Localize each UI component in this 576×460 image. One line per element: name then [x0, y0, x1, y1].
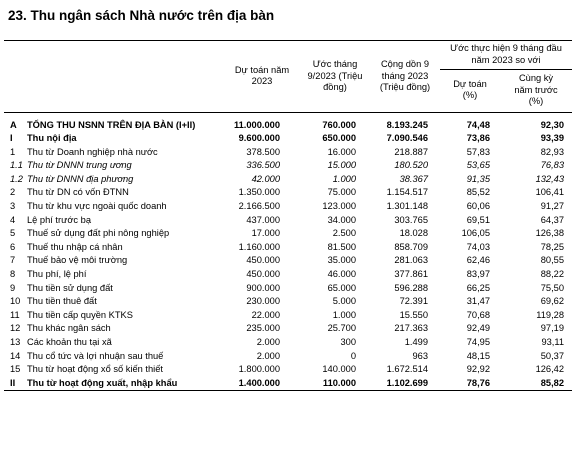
row-month: 123.000 [322, 201, 356, 212]
row-name: Thu nội địa [27, 133, 77, 144]
row-estimate: 22.000 [251, 309, 280, 320]
row-name: Thu từ hoạt động xổ số kiến thiết [27, 364, 163, 375]
table-row [4, 119, 572, 133]
col-accumulated: Cộng dồn 9 tháng 2023 (Triệu đồng) [370, 41, 440, 113]
row-month: 650.000 [322, 133, 356, 144]
row-month: 2.500 [332, 228, 356, 239]
table-body [4, 112, 572, 391]
row-pct-estimate: 57,83 [466, 146, 490, 157]
row-accumulated: 180.520 [394, 160, 428, 171]
row-accumulated: 1.499 [404, 337, 428, 347]
row-month: 1.000 [332, 173, 356, 184]
row-pct-estimate: 48,15 [466, 350, 490, 361]
row-estimate: 9.600.000 [238, 133, 280, 144]
row-month: 1.000 [332, 309, 356, 320]
row-code: 1 [10, 146, 16, 157]
row-pct-last-year: 82,93 [540, 146, 565, 157]
row-month: 34.000 [327, 214, 356, 225]
row-pct-last-year: 85,82 [540, 377, 565, 388]
row-accumulated: 217.363 [394, 323, 428, 334]
row-pct-estimate: 83,97 [466, 269, 490, 280]
row-pct-estimate: 92,92 [466, 364, 490, 375]
row-code: A [10, 119, 17, 130]
table-row [4, 282, 572, 296]
row-pct-last-year: 80,55 [540, 255, 565, 266]
row-code: 3 [10, 201, 16, 212]
row-pct-estimate: 74,03 [466, 241, 490, 252]
col-vs-estimate: Dự toán (%) [440, 70, 500, 113]
row-month: 65.000 [327, 282, 356, 293]
row-estimate: 235.000 [246, 323, 280, 334]
row-estimate: 450.000 [246, 255, 280, 266]
row-estimate: 11.000.000 [233, 119, 280, 130]
row-pct-estimate: 66,25 [466, 282, 490, 293]
row-estimate: 1.800.000 [238, 364, 280, 375]
row-month: 110.000 [322, 377, 356, 388]
row-estimate: 900.000 [246, 282, 280, 293]
table-row [4, 350, 572, 364]
row-accumulated: 1.672.514 [386, 364, 428, 375]
row-name: Các khoản thu tại xã [27, 337, 112, 347]
row-name: Thu khác ngân sách [27, 323, 111, 334]
row-pct-last-year: 75,50 [540, 282, 565, 293]
table-row [4, 363, 572, 377]
row-estimate: 2.000 [256, 337, 280, 347]
row-pct-last-year: 64,37 [540, 214, 565, 225]
row-pct-last-year: 119,28 [536, 309, 565, 320]
row-code: 1.1 [10, 160, 23, 171]
row-month: 140.000 [322, 364, 356, 375]
row-name: Thu từ DNNN trung ương [27, 160, 132, 171]
row-name: Thuế bảo vệ môi trường [27, 255, 128, 266]
table-row [4, 227, 572, 241]
row-estimate: 1.160.000 [238, 241, 280, 252]
row-pct-estimate: 69,51 [466, 214, 490, 225]
col-group-comparison: Ước thực hiện 9 tháng đầu năm 2023 so với [440, 41, 572, 70]
row-estimate: 17.000 [251, 228, 280, 239]
row-month: 0 [350, 350, 356, 361]
row-code: 12 [10, 323, 21, 334]
row-pct-estimate: 74,95 [466, 337, 490, 347]
row-month: 16.000 [327, 146, 356, 157]
row-code: 8 [10, 269, 16, 280]
page-title: 23. Thu ngân sách Nhà nước trên địa bàn [8, 8, 275, 23]
row-code: 13 [10, 337, 21, 347]
row-pct-estimate: 31,47 [466, 296, 490, 307]
row-accumulated: 281.063 [394, 255, 428, 266]
row-name: Thuế thu nhập cá nhân [27, 241, 123, 252]
row-code: 2 [10, 187, 16, 198]
row-accumulated: 72.391 [399, 296, 428, 307]
table-row [4, 214, 572, 228]
row-pct-last-year: 126,38 [535, 228, 565, 239]
row-estimate: 450.000 [246, 269, 280, 280]
budget-revenue-table [4, 40, 572, 391]
table-row [4, 200, 572, 214]
row-accumulated: 858.709 [394, 241, 428, 252]
col-estimate: Dự toán năm 2023 [224, 41, 300, 113]
row-accumulated: 38.367 [399, 173, 428, 184]
row-accumulated: 303.765 [394, 214, 428, 225]
row-month: 46.000 [327, 269, 356, 280]
row-estimate: 230.000 [246, 296, 280, 307]
row-accumulated: 1.102.699 [386, 377, 428, 388]
row-month: 75.000 [327, 187, 356, 198]
row-name: Thu tiền thuê đất [27, 296, 97, 307]
table-row [4, 173, 572, 187]
table-row [4, 309, 572, 323]
row-pct-last-year: 50,37 [540, 350, 565, 361]
row-code: 15 [10, 364, 21, 375]
row-code: I [10, 133, 13, 144]
row-pct-last-year: 76,83 [540, 160, 565, 171]
row-pct-last-year: 93,39 [540, 133, 565, 144]
row-pct-estimate: 53,65 [466, 160, 490, 171]
row-pct-last-year: 106,41 [535, 187, 565, 198]
row-name: TỔNG THU NSNN TRÊN ĐỊA BÀN (I+II) [27, 119, 196, 130]
row-accumulated: 596.288 [394, 282, 428, 293]
row-estimate: 336.500 [246, 160, 280, 171]
row-pct-estimate: 73,86 [466, 133, 490, 144]
row-accumulated: 15.550 [399, 309, 428, 320]
table-row [4, 241, 572, 255]
table-row [4, 322, 572, 336]
row-code: 5 [10, 228, 16, 239]
row-estimate: 1.400.000 [238, 377, 280, 388]
row-estimate: 437.000 [246, 214, 280, 225]
table-row [4, 159, 572, 173]
row-name: Thu cổ tức và lợi nhuận sau thuế [27, 350, 164, 361]
row-month: 25.700 [327, 323, 356, 334]
row-pct-last-year: 97,19 [540, 323, 565, 334]
col-sep-estimate: Ước tháng 9/2023 (Triệu đồng) [300, 41, 370, 113]
row-name: Thu từ DN có vốn ĐTNN [27, 187, 129, 198]
col-vs-last-year: Cùng kỳ năm trước (%) [500, 70, 572, 113]
row-code: 1.2 [10, 173, 23, 184]
row-month: 5.000 [332, 296, 356, 307]
row-pct-estimate: 74,48 [466, 119, 490, 130]
row-pct-last-year: 69,62 [540, 296, 565, 307]
row-accumulated: 963 [412, 350, 428, 361]
row-code: 4 [10, 214, 16, 225]
row-code: 6 [10, 241, 16, 252]
row-name: Thu từ DNNN địa phương [27, 173, 134, 184]
row-accumulated: 1.301.148 [386, 201, 428, 212]
row-name: Thu tiền cấp quyền KTKS [27, 309, 133, 320]
row-month: 760.000 [322, 119, 356, 130]
table-row [4, 377, 572, 391]
row-code: 14 [10, 350, 21, 361]
row-accumulated: 1.154.517 [386, 187, 428, 198]
row-pct-last-year: 91,27 [540, 201, 565, 212]
row-pct-estimate: 106,05 [461, 228, 490, 239]
row-code: 7 [10, 255, 16, 266]
row-accumulated: 8.193.245 [386, 119, 428, 130]
row-pct-estimate: 85,52 [466, 187, 490, 198]
header-row-1 [4, 41, 572, 70]
table-row [4, 186, 572, 200]
table-row [4, 254, 572, 268]
table-row [4, 268, 572, 282]
row-pct-estimate: 70,68 [466, 309, 490, 320]
row-name: Thu từ hoạt động xuất, nhập khẩu [27, 377, 178, 388]
row-month: 15.000 [327, 160, 356, 171]
row-name: Lệ phí trước bạ [27, 214, 92, 225]
row-pct-last-year: 88,22 [540, 269, 565, 280]
row-pct-last-year: 93,11 [541, 337, 565, 347]
row-estimate: 2.000 [256, 350, 280, 361]
row-pct-last-year: 92,30 [540, 119, 565, 130]
row-code: 11 [10, 309, 20, 320]
row-month: 300 [340, 337, 356, 347]
row-name: Thu phí, lệ phí [27, 269, 87, 280]
row-code: II [10, 377, 16, 388]
row-month: 35.000 [327, 255, 356, 266]
row-estimate: 42.000 [251, 173, 280, 184]
table-row [4, 146, 572, 160]
row-pct-estimate: 92,49 [466, 323, 490, 334]
row-accumulated: 377.861 [394, 269, 428, 280]
row-name: Thuế sử dụng đất phi nông nghiệp [27, 228, 170, 239]
row-pct-last-year: 126,42 [535, 364, 565, 375]
row-month: 81.500 [327, 241, 356, 252]
row-pct-estimate: 62,46 [466, 255, 490, 266]
row-pct-last-year: 78,25 [540, 241, 565, 252]
row-pct-estimate: 78,76 [466, 377, 490, 388]
row-name: Thu tiền sử dụng đất [27, 282, 113, 293]
row-accumulated: 18.028 [399, 228, 428, 239]
table-row [4, 295, 572, 309]
row-pct-estimate: 60,06 [466, 201, 490, 212]
row-name: Thu từ khu vực ngoài quốc doanh [27, 201, 167, 212]
row-estimate: 378.500 [246, 146, 280, 157]
row-code: 9 [10, 282, 16, 293]
row-name: Thu từ Doanh nghiệp nhà nước [27, 146, 158, 157]
row-code: 10 [10, 296, 21, 307]
row-accumulated: 218.887 [394, 146, 428, 157]
table-row [4, 132, 572, 146]
row-estimate: 2.166.500 [238, 201, 280, 212]
row-pct-estimate: 91,35 [466, 173, 490, 184]
row-pct-last-year: 132,43 [535, 173, 565, 184]
table-row [4, 336, 572, 350]
row-estimate: 1.350.000 [238, 187, 280, 198]
row-accumulated: 7.090.546 [386, 133, 428, 144]
